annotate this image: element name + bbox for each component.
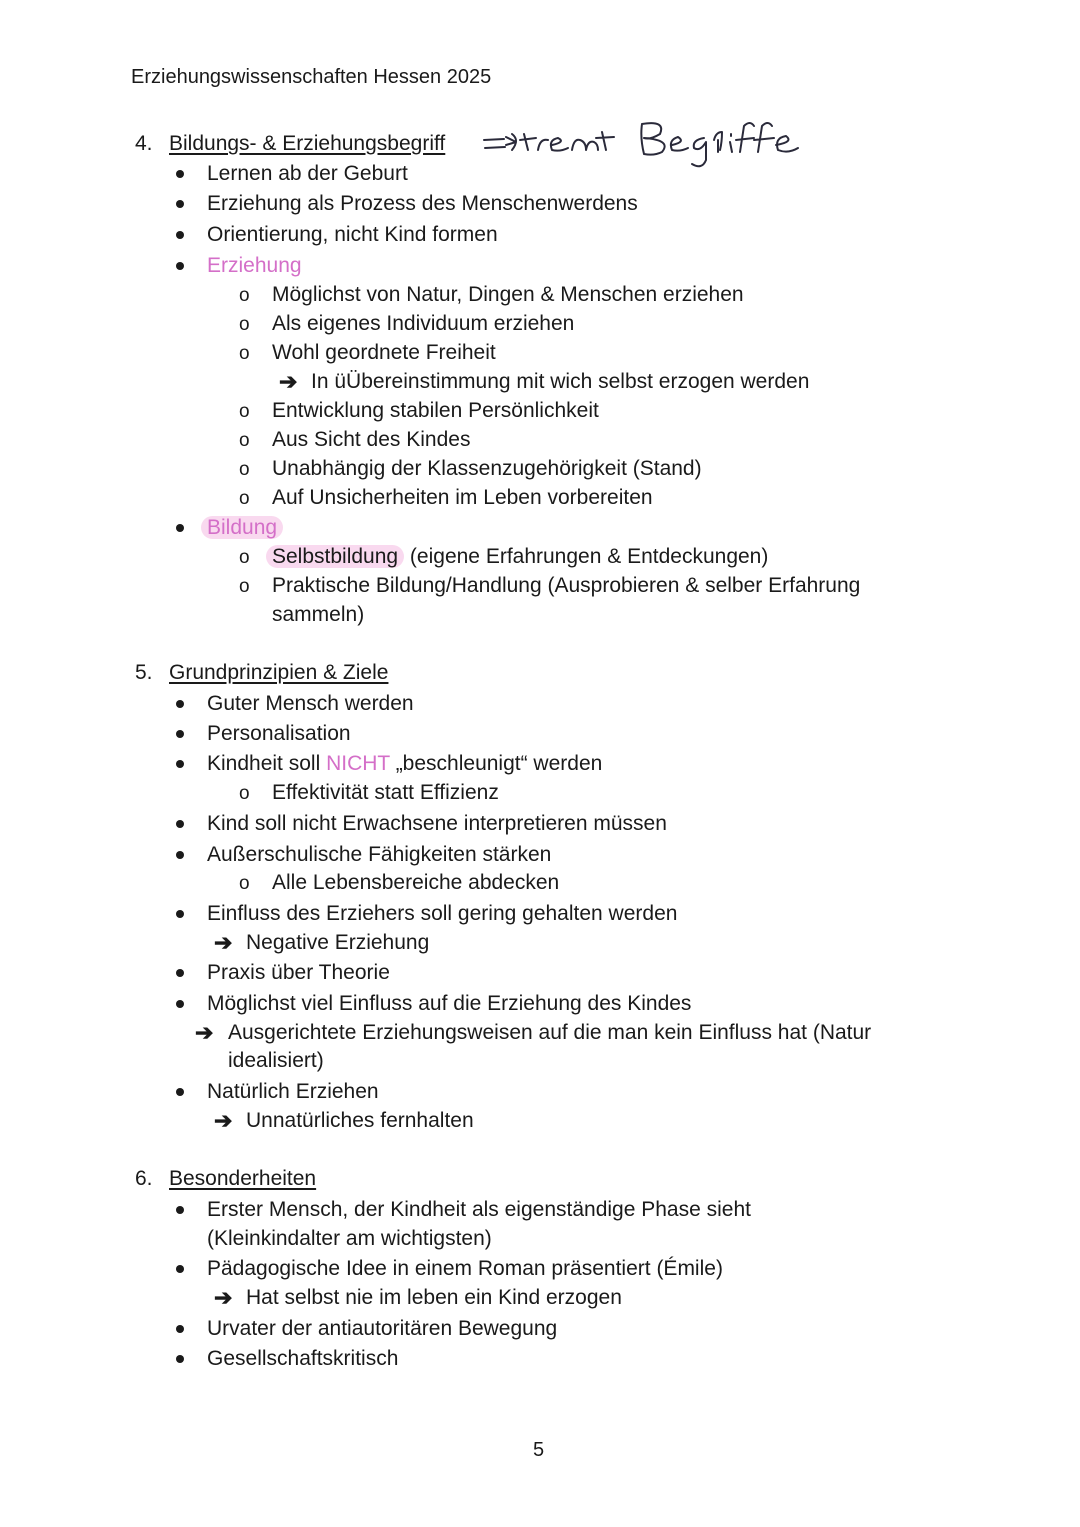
arrow-icon: ➔	[214, 930, 233, 955]
arrow-icon: ➔	[214, 1108, 233, 1133]
bullet-dot	[176, 170, 184, 178]
list-item: Guter Mensch werden	[207, 692, 414, 715]
sub-bullet-circle: o	[239, 576, 250, 597]
sub-list-item: Unabhängig der Klassenzugehörigkeit (Stand)	[272, 457, 702, 480]
section-6-title: Besonderheiten	[169, 1167, 317, 1190]
arrow-item: In üÜbereinstimmung mit wich selbst erzogen werden	[311, 370, 810, 393]
list-item: Orientierung, nicht Kind formen	[207, 223, 498, 246]
sub-bullet-circle: o	[239, 488, 250, 509]
sub-list-item-cont: sammeln)	[272, 603, 365, 626]
arrow-item: Unnatürliches fernhalten	[246, 1109, 474, 1132]
list-item: Erster Mensch, der Kindheit als eigenständige Phase sieht	[207, 1198, 751, 1221]
sub-bullet-circle: o	[239, 873, 250, 894]
bullet-dot	[176, 700, 184, 708]
sub-bullet-circle: o	[239, 285, 250, 306]
list-item: Einfluss des Erziehers soll gering gehalten werden	[207, 902, 678, 925]
arrow-icon: ➔	[195, 1020, 214, 1045]
list-item: Praxis über Theorie	[207, 961, 390, 984]
list-item: Gesellschaftskritisch	[207, 1347, 399, 1370]
section-6-number: 6.	[135, 1167, 153, 1190]
section-4-title: Bildungs- & Erziehungsbegriff	[169, 132, 446, 155]
bullet-dot	[176, 1265, 184, 1273]
list-item: Personalisation	[207, 722, 351, 745]
selbstbildung-desc: (eigene Erfahrungen & Entdeckungen)	[404, 545, 769, 568]
sub-list-item: Als eigenes Individuum erziehen	[272, 312, 575, 335]
bullet-dot	[176, 1088, 184, 1096]
list-item: Pädagogische Idee in einem Roman präsentiert (Émile)	[207, 1257, 723, 1280]
highlight-selbstbildung: Selbstbildung	[266, 545, 404, 568]
section-5-title: Grundprinzipien & Ziele	[169, 661, 389, 684]
arrow-item-cont: idealisiert)	[228, 1049, 324, 1072]
section-4-number: 4.	[135, 132, 153, 155]
sub-bullet-circle: o	[239, 314, 250, 335]
list-item	[207, 751, 602, 777]
list-item-cont: (Kleinkindalter am wichtigsten)	[207, 1227, 492, 1250]
bullet-dot	[176, 1000, 184, 1008]
sub-bullet-circle: o	[239, 343, 250, 364]
sub-list-item: Entwicklung stabilen Persönlichkeit	[272, 399, 599, 422]
list-item: Erziehung als Prozess des Menschenwerdens	[207, 192, 638, 215]
bullet-dot	[176, 851, 184, 859]
arrow-item: Ausgerichtete Erziehungsweisen auf die man kein Einfluss hat (Natur	[228, 1021, 872, 1044]
sub-bullet-circle: o	[239, 430, 250, 451]
sub-bullet-circle: o	[239, 459, 250, 480]
list-item: Kind soll nicht Erwachsene interpretieren müssen	[207, 812, 667, 835]
sub-list-item: Praktische Bildung/Handlung (Ausprobieren & selber Erfahrung	[272, 574, 861, 597]
text-part: „beschleunigt“ werden	[389, 752, 603, 775]
list-item: Außerschulische Fähigkeiten stärken	[207, 843, 552, 866]
sub-list-item: Effektivität statt Effizienz	[272, 781, 499, 804]
bullet-dot	[176, 1206, 184, 1214]
list-item: Natürlich Erziehen	[207, 1080, 379, 1103]
bullet-dot	[176, 760, 184, 768]
list-item: Möglichst viel Einfluss auf die Erziehung des Kindes	[207, 992, 692, 1015]
list-item-erziehung: Erziehung	[207, 254, 302, 277]
bullet-dot	[176, 231, 184, 239]
sub-list-item: Auf Unsicherheiten im Leben vorbereiten	[272, 486, 653, 509]
section-5-number: 5.	[135, 661, 153, 684]
bullet-dot	[176, 820, 184, 828]
arrow-item: Negative Erziehung	[246, 931, 430, 954]
sub-bullet-circle: o	[239, 783, 250, 804]
sub-list-item: Wohl geordnete Freiheit	[272, 341, 496, 364]
arrow-item: Hat selbst nie im leben ein Kind erzogen	[246, 1286, 622, 1309]
bullet-dot	[176, 969, 184, 977]
text-emphasis: NICHT	[326, 752, 390, 775]
sub-list-item: Alle Lebensbereiche abdecken	[272, 871, 560, 894]
highlight-bildung: Bildung	[201, 516, 283, 539]
handwritten-note	[482, 112, 802, 172]
list-item-bildung	[207, 515, 283, 541]
bullet-dot	[176, 1355, 184, 1363]
text-part: Kindheit soll	[207, 752, 327, 775]
arrow-icon: ➔	[214, 1285, 233, 1310]
bullet-dot	[176, 910, 184, 918]
bullet-dot	[176, 524, 184, 532]
list-item: Urvater der antiautoritären Bewegung	[207, 1317, 558, 1340]
sub-bullet-circle: o	[239, 401, 250, 422]
bullet-dot	[176, 262, 184, 270]
document-header: Erziehungswissenschaften Hessen 2025	[131, 66, 492, 88]
bullet-dot	[176, 730, 184, 738]
bullet-dot	[176, 200, 184, 208]
arrow-icon: ➔	[279, 369, 298, 394]
sub-bullet-circle: o	[239, 547, 250, 568]
sub-list-item: Möglichst von Natur, Dingen & Menschen erziehen	[272, 283, 744, 306]
sub-list-item: Aus Sicht des Kindes	[272, 428, 471, 451]
list-item: Lernen ab der Geburt	[207, 162, 408, 185]
bullet-dot	[176, 1325, 184, 1333]
page-number: 5	[533, 1439, 545, 1461]
sub-list-item	[272, 544, 768, 570]
